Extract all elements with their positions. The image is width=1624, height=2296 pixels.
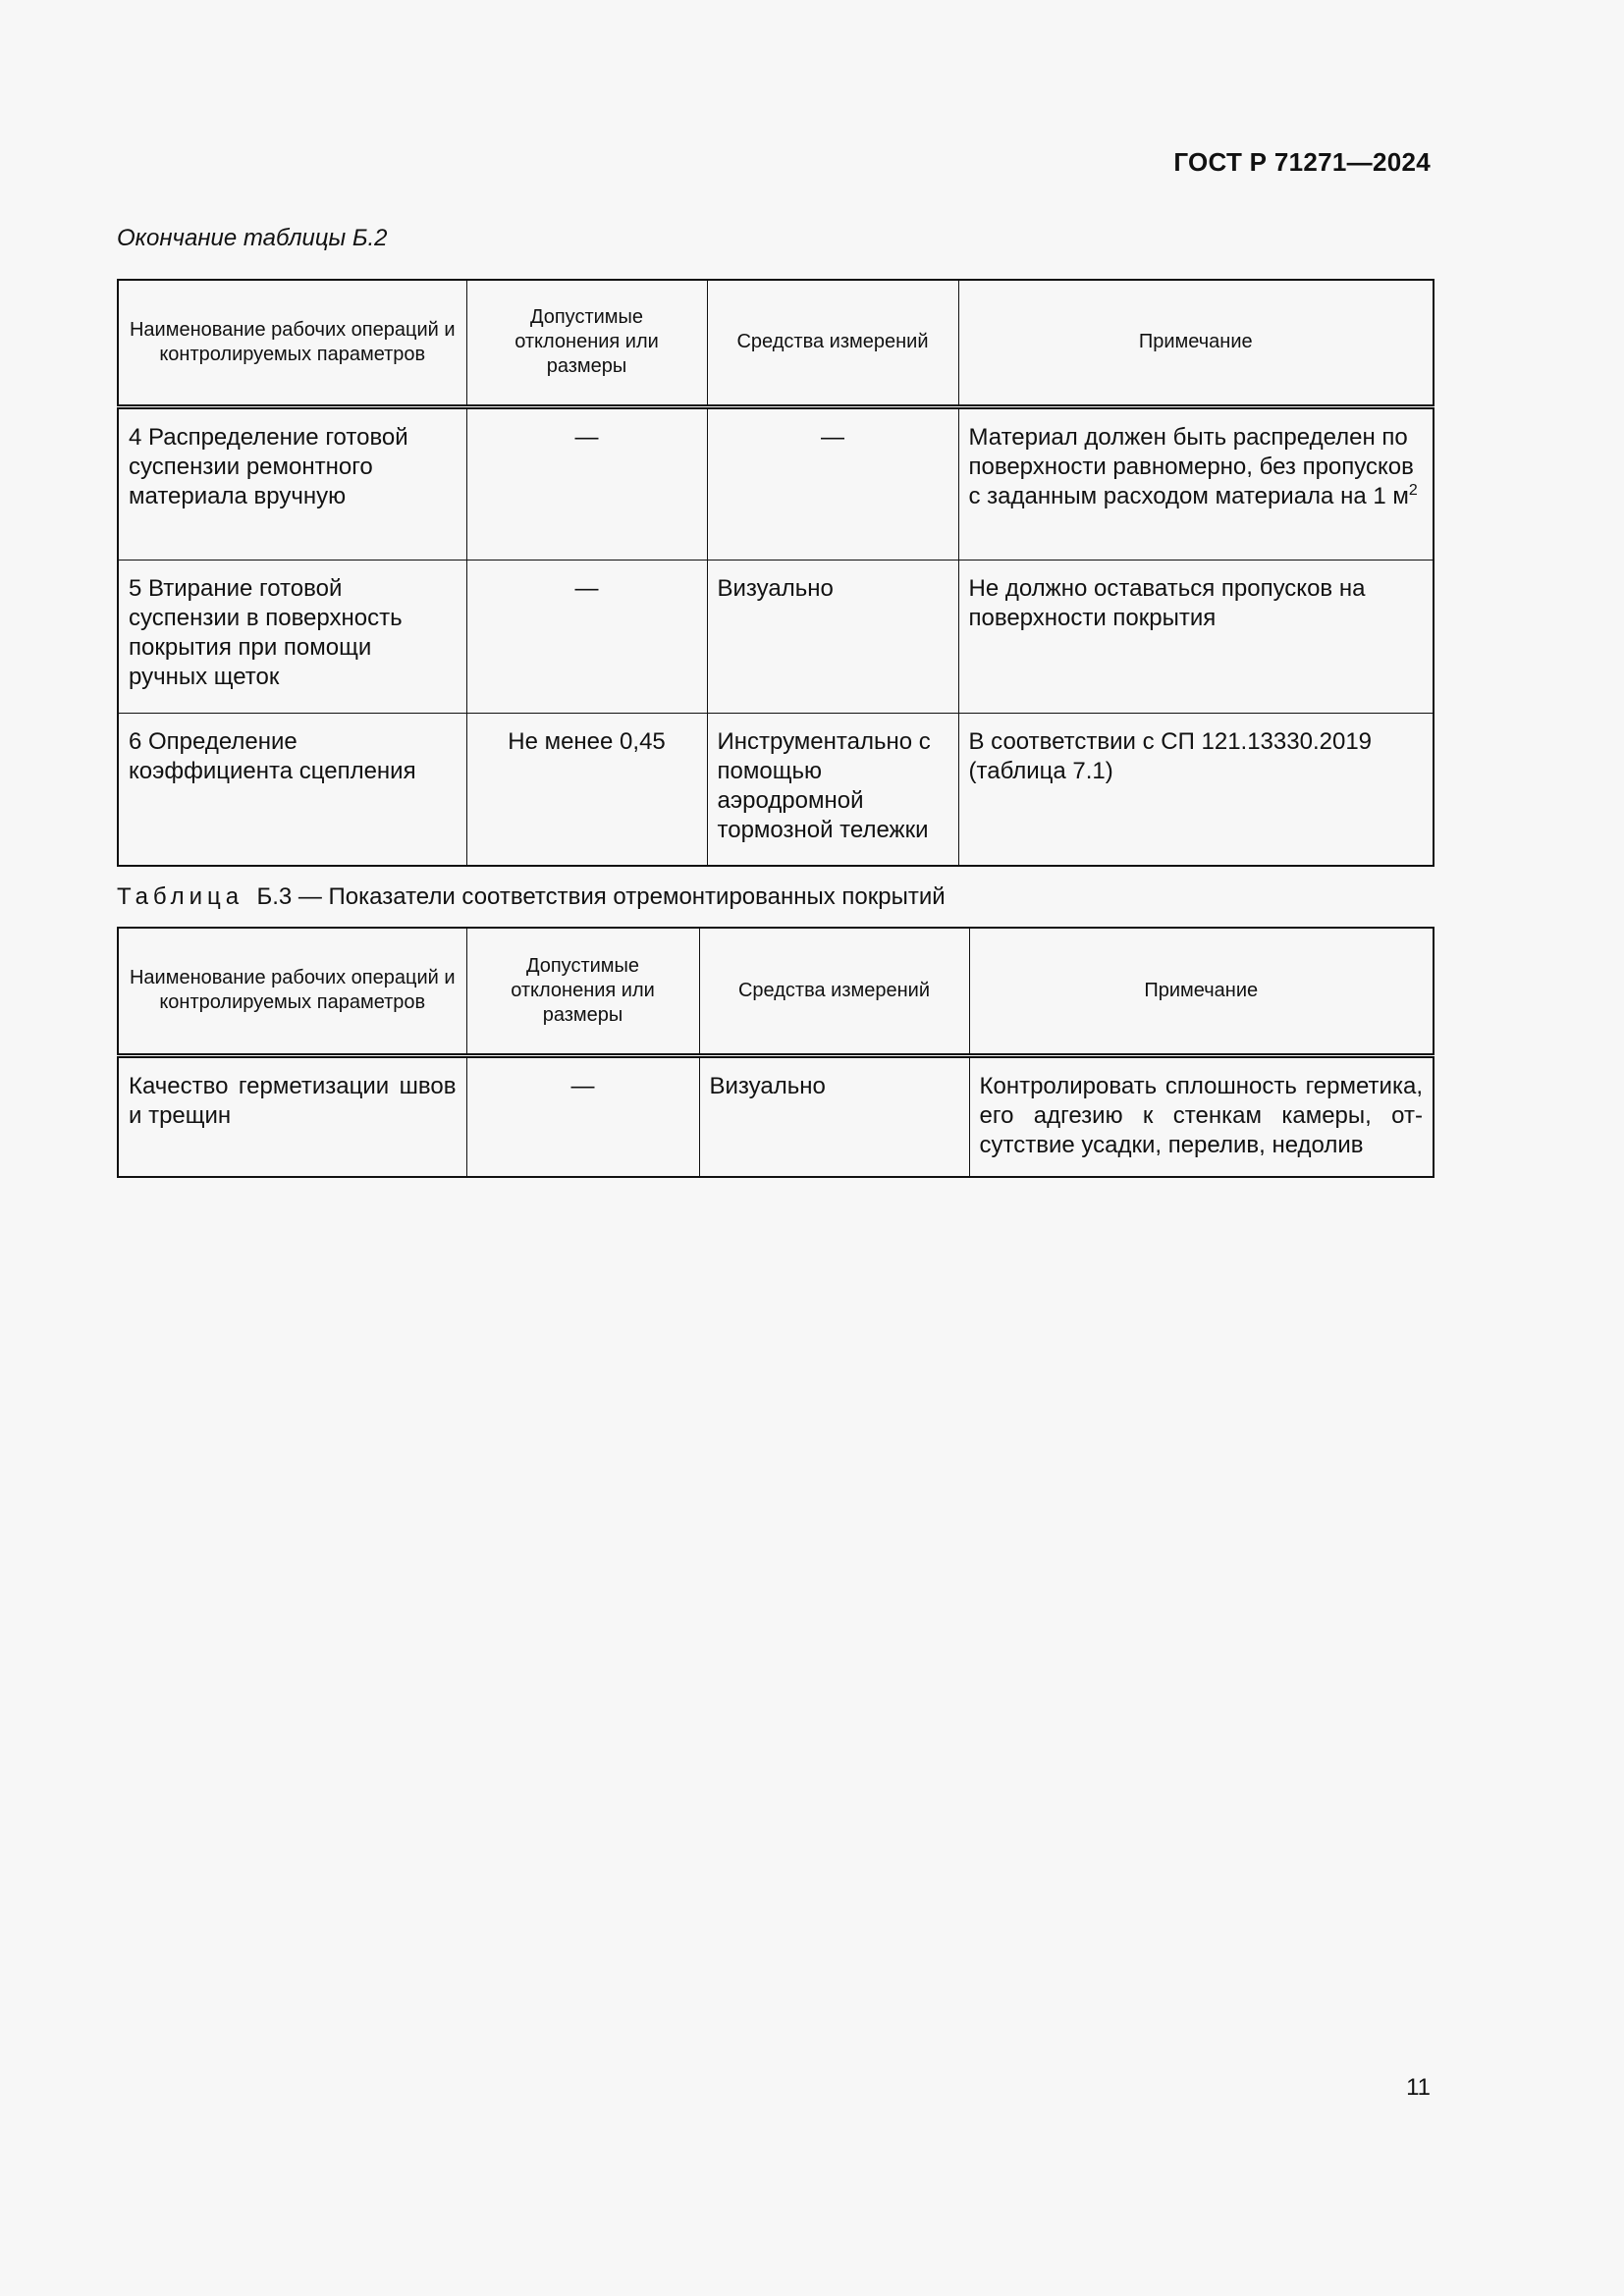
column-header-means: Средства измерений xyxy=(699,928,969,1055)
cell-deviation: — xyxy=(466,406,707,560)
cell-note: Не должно оставаться пропусков на поверхности покрытия xyxy=(958,560,1434,713)
cell-deviation: — xyxy=(466,1055,699,1177)
cell-operation: 4 Распределение готовой суспензии ремонтного материала вручную xyxy=(118,406,466,560)
cell-means: Визуально xyxy=(699,1055,969,1177)
table-b3-caption-prefix: Таблица xyxy=(117,883,244,910)
cell-note-text: Материал должен быть распределен по поверхности равномерно, без пропусков с заданным расходом материала на 1 м xyxy=(968,423,1414,509)
cell-deviation: Не менее 0,45 xyxy=(466,713,707,866)
page-number: 11 xyxy=(1406,2074,1431,2101)
column-header-means: Средства измерений xyxy=(707,280,958,406)
table-b3 xyxy=(117,927,1435,1178)
cell-operation: 6 Определение коэффициента сцепления xyxy=(118,713,466,866)
cell-operation: Качество герметизации швов и трещин xyxy=(118,1055,466,1177)
table-row xyxy=(118,713,1434,866)
table-b3-caption-text: Б.3 — Показатели соответствия отремонтированных покрытий xyxy=(256,883,946,910)
table-row xyxy=(118,406,1434,560)
document-number: ГОСТ Р 71271—2024 xyxy=(1173,147,1431,177)
column-header-deviation: Допустимые отклонения или размеры xyxy=(466,928,699,1055)
column-header-note: Примечание xyxy=(958,280,1434,406)
table-header-row xyxy=(118,928,1434,1055)
table-b3-caption xyxy=(117,883,946,911)
superscript-two: 2 xyxy=(1408,481,1418,499)
table-b2 xyxy=(117,279,1435,867)
table-row xyxy=(118,560,1434,713)
cell-operation: 5 Втирание готовой суспензии в поверхность покрытия при помощи ручных щеток xyxy=(118,560,466,713)
cell-means: Инструментально с помощью аэродромной тормозной тележки xyxy=(707,713,958,866)
column-header-operation: Наименование рабочих операций и контролируемых параметров xyxy=(118,280,466,406)
column-header-operation: Наименование рабочих операций и контролируемых параметров xyxy=(118,928,466,1055)
table-header-row xyxy=(118,280,1434,406)
table-b2-caption: Окончание таблицы Б.2 xyxy=(117,225,388,251)
cell-note: В соответствии с СП 121.13330.2019 (таблица 7.1) xyxy=(958,713,1434,866)
cell-deviation: — xyxy=(466,560,707,713)
cell-note xyxy=(958,406,1434,560)
column-header-deviation: Допустимые отклонения или размеры xyxy=(466,280,707,406)
cell-means: — xyxy=(707,406,958,560)
cell-note: Контролировать сплошность герметика, его адгезию к стенкам камеры, отсутствие усадки, перелив, недолив xyxy=(969,1055,1434,1177)
table-row xyxy=(118,1055,1434,1177)
cell-means: Визуально xyxy=(707,560,958,713)
column-header-note: Примечание xyxy=(969,928,1434,1055)
